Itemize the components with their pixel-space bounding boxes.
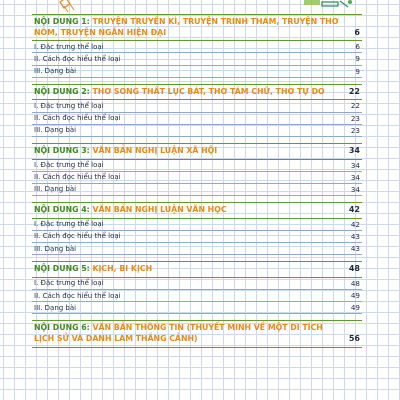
plant-doodle-icon [304, 0, 352, 7]
entry-label: I. Đặc trưng thể loại [34, 161, 104, 170]
section-topic: VĂN BẢN THÔNG TIN (THUYẾT MINH VỀ MỘT DI TÍCH LỊCH SỬ VÀ DANH LAM THẮNG CẢNH) [34, 323, 323, 343]
entry-label: I. Đặc trưng thể loại [34, 220, 104, 229]
entry-label: I. Đặc trưng thể loại [34, 42, 104, 51]
entry-label: III. Dạng bài [34, 185, 77, 194]
section-heading[interactable] [32, 143, 362, 160]
section-page-number: 22 [348, 86, 360, 96]
entry-label: II. Cách đọc hiểu thể loại [34, 54, 121, 63]
entry-label: III. Dạng bài [34, 303, 77, 312]
entry-page-number: 43 [350, 231, 360, 241]
entry-page-number: 42 [350, 219, 360, 229]
toc-section [32, 84, 362, 137]
entry-page-number: 23 [350, 113, 360, 123]
entry-page-number: 48 [350, 278, 360, 288]
entry-label: II. Cách đọc hiểu thể loại [34, 114, 121, 123]
section-page-number: 48 [348, 264, 360, 274]
toc-entry[interactable] [32, 100, 362, 112]
entry-page-number: 43 [350, 244, 360, 254]
entry-page-number: 9 [355, 66, 360, 76]
section-number-label: NỘI DUNG 5: [34, 264, 90, 274]
toc-entry[interactable] [32, 41, 362, 53]
section-page-number: 6 [354, 27, 360, 37]
entry-page-number: 34 [350, 172, 360, 182]
entry-label: II. Cách đọc hiểu thể loại [34, 173, 121, 182]
entry-page-number: 23 [350, 125, 360, 135]
section-heading[interactable] [32, 84, 362, 101]
section-topic: VĂN BẢN NGHỊ LUẬN XÃ HỘI [92, 145, 218, 155]
toc-section [32, 202, 362, 255]
toc-entry[interactable] [32, 302, 362, 314]
section-heading[interactable] [32, 14, 362, 41]
toc-entry[interactable] [32, 219, 362, 231]
section-number-label: NỘI DUNG 4: [34, 205, 90, 215]
entry-page-number: 9 [355, 54, 360, 64]
entry-page-number: 6 [355, 42, 360, 52]
section-topic: THƠ SONG THẤT LỤC BÁT, THƠ TÁM CHỮ, THƠ TỰ DO [92, 86, 325, 96]
section-page-number: 56 [348, 333, 360, 343]
entry-page-number: 49 [350, 303, 360, 313]
toc-entry[interactable] [32, 231, 362, 243]
toc-entry[interactable] [32, 184, 362, 196]
section-page-number: 42 [348, 205, 360, 215]
toc-entry[interactable] [32, 53, 362, 65]
entry-label: III. Dạng bài [34, 67, 77, 76]
section-topic: TRUYỆN TRUYỀN KÌ, TRUYỆN TRINH THÁM, TRUYỆN THƠ NÔM, TRUYỆN NGẮN HIỆN ĐẠI [34, 17, 339, 37]
toc-section [32, 14, 362, 78]
toc-entry[interactable] [32, 160, 362, 172]
section-number-label: NỘI DUNG 3: [34, 145, 90, 155]
toc-entry[interactable] [32, 113, 362, 125]
entry-page-number: 34 [350, 160, 360, 170]
section-page-number: 34 [348, 145, 360, 155]
toc-entry[interactable] [32, 278, 362, 290]
entry-label: III. Dạng bài [34, 126, 77, 135]
toc-entry[interactable] [32, 66, 362, 78]
toc-entry[interactable] [32, 243, 362, 255]
section-topic: VĂN BẢN NGHỊ LUẬN VĂN HỌC [92, 205, 227, 215]
entry-label: I. Đặc trưng thể loại [34, 279, 104, 288]
section-heading[interactable] [32, 202, 362, 219]
section-number-label: NỘI DUNG 1: [34, 17, 90, 26]
entry-label: III. Dạng bài [34, 244, 77, 253]
entry-page-number: 34 [350, 184, 360, 194]
pencil-doodle-icon [60, 0, 74, 12]
toc-section [32, 261, 362, 314]
section-number-label: NỘI DUNG 2: [34, 86, 90, 96]
entry-page-number: 22 [350, 101, 360, 111]
section-number-label: NỘI DUNG 6: [34, 323, 90, 333]
section-heading[interactable] [32, 320, 362, 347]
table-of-contents [32, 14, 362, 354]
entry-label: I. Đặc trưng thể loại [34, 101, 104, 110]
section-topic: KỊCH, BI KỊCH [92, 264, 153, 274]
toc-section [32, 143, 362, 196]
section-heading[interactable] [32, 261, 362, 278]
toc-entry[interactable] [32, 125, 362, 137]
toc-entry[interactable] [32, 290, 362, 302]
entry-label: II. Cách đọc hiểu thể loại [34, 232, 121, 241]
entry-label: II. Cách đọc hiểu thể loại [34, 291, 121, 300]
toc-section [32, 320, 362, 347]
entry-page-number: 49 [350, 291, 360, 301]
toc-entry[interactable] [32, 172, 362, 184]
